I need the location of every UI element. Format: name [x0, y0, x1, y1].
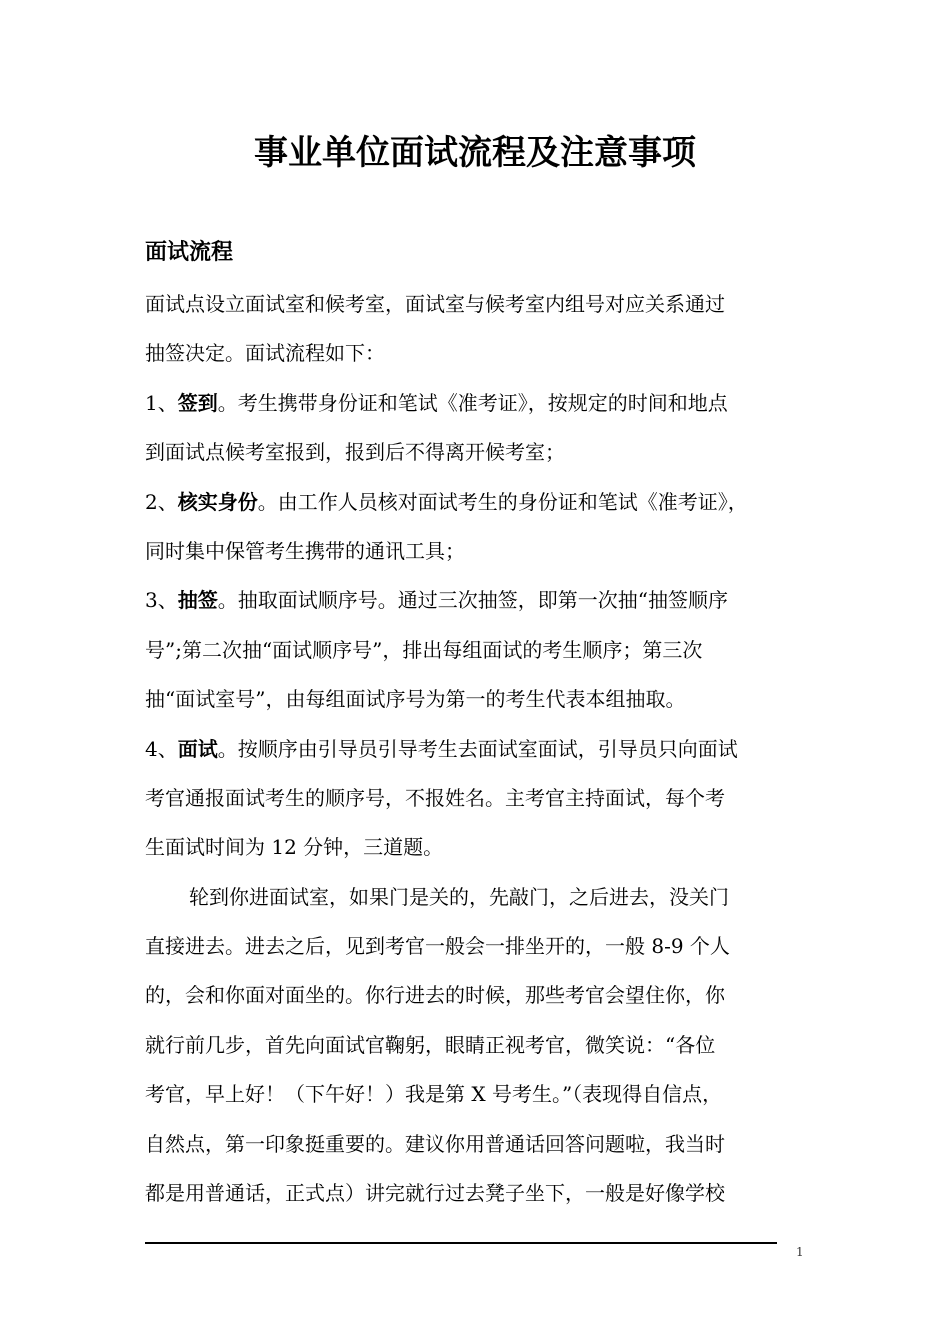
- line-text: 的，会和你面对面坐的。你行进去的时候，那些考官会望住你，你: [145, 983, 725, 1008]
- line-text: 生面试时间为 12 分钟，三道题。: [145, 835, 444, 860]
- body-line: [145, 428, 815, 477]
- line-text: 。按顺序由引导员引导考生去面试室面试，引导员只向面试: [217, 736, 738, 761]
- line-text: 轮到你进面试室，如果门是关的，先敲门，之后进去，没关门: [189, 884, 729, 909]
- line-text: 考官通报面试考生的顺序号，不报姓名。主考官主持面试，每个考: [145, 785, 725, 810]
- line-text: 。抽取面试顺序号。通过三次抽签，即第一次抽“抽签顺序: [217, 588, 728, 613]
- body-line: [145, 527, 815, 576]
- line-text: 1、: [145, 390, 178, 415]
- body-line: [145, 1120, 815, 1169]
- step-keyword: 核实身份: [177, 489, 258, 514]
- line-text: 4、: [145, 736, 178, 761]
- line-text: 考官，早上好！（下午好！）我是第 X 号考生。”（表现得自信点，: [145, 1082, 723, 1107]
- body-line: [145, 1169, 815, 1218]
- body-line: [145, 1021, 815, 1070]
- line-text: 面试点设立面试室和候考室，面试室与候考室内组号对应关系通过: [145, 292, 725, 316]
- step-keyword: 抽签: [177, 588, 218, 613]
- section-heading: 面试流程: [145, 240, 234, 265]
- step-keyword: 面试: [177, 736, 218, 761]
- line-text: 就行前几步，首先向面试官鞠躬，眼睛正视考官，微笑说：“各位: [145, 1032, 716, 1057]
- line-text: 抽“面试室号”，由每组面试序号为第一的考生代表本组抽取。: [145, 687, 686, 712]
- body-line: [145, 626, 815, 675]
- body-line: [145, 971, 815, 1020]
- line-text: 抽签决定。面试流程如下：: [145, 341, 385, 366]
- page-number: 1: [796, 1245, 804, 1259]
- body-line: [145, 280, 815, 329]
- step-keyword: 签到: [177, 390, 218, 415]
- body-line: [145, 873, 815, 922]
- line-text: 自然点，第一印象挺重要的。建议你用普通话回答问题啦，我当时: [145, 1131, 725, 1156]
- line-text: 。考生携带身份证和笔试《准考证》，按规定的时间和地点: [217, 390, 728, 415]
- body-text: [145, 280, 815, 1218]
- line-text: 都是用普通话，正式点）讲完就行过去凳子坐下，一般是好像学校: [145, 1181, 725, 1206]
- body-line: [145, 725, 815, 774]
- line-text: 3、: [145, 588, 178, 613]
- body-line: [145, 379, 815, 428]
- body-line: [145, 774, 815, 823]
- line-text: 2、: [145, 489, 178, 514]
- body-line: [145, 576, 815, 625]
- line-text: 直接进去。进去之后，见到考官一般会一排坐开的，一般 8-9 个人: [145, 934, 730, 959]
- body-line: [145, 329, 815, 378]
- document-title: 事业单位面试流程及注意事项: [254, 133, 696, 173]
- body-line: [145, 823, 815, 872]
- body-line: [145, 1070, 815, 1119]
- body-line: [145, 478, 815, 527]
- line-text: 同时集中保管考生携带的通讯工具；: [145, 538, 465, 563]
- footer-divider: [145, 1242, 777, 1244]
- line-text: 到面试点候考室报到，报到后不得离开候考室；: [145, 440, 565, 465]
- body-line: [145, 675, 815, 724]
- body-line: [145, 922, 815, 971]
- line-text: 。由工作人员核对面试考生的身份证和笔试《准考证》，: [257, 489, 748, 514]
- line-text: 号”;第二次抽“面试顺序号”，排出每组面试的考生顺序；第三次: [145, 637, 703, 662]
